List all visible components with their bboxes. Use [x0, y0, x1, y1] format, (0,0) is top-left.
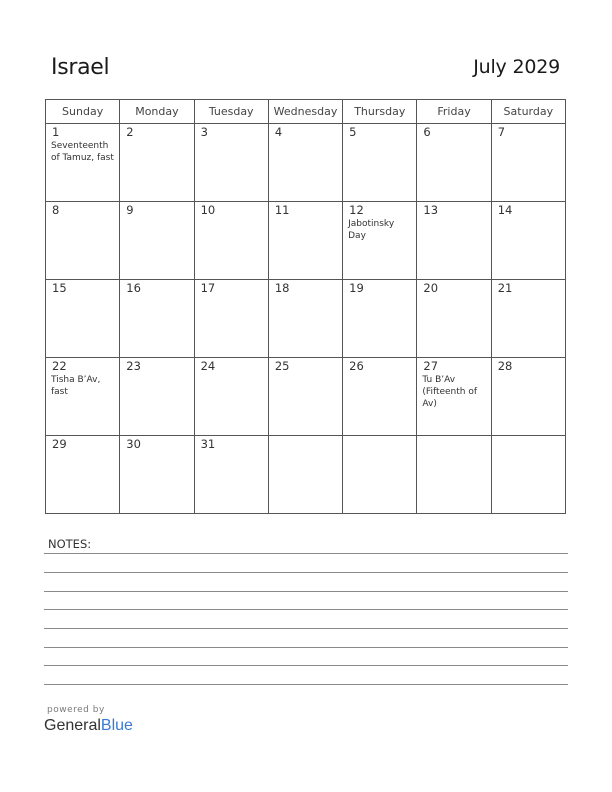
day-number: 5	[349, 125, 357, 139]
weekday-sunday: Sunday	[46, 100, 120, 124]
holiday-label	[46, 295, 119, 296]
day-cell	[120, 436, 194, 514]
week-row	[46, 202, 566, 280]
day-number: 4	[274, 125, 283, 139]
weekday-header-row	[46, 100, 566, 124]
holiday-label	[343, 438, 416, 439]
day-number: 21	[497, 281, 513, 295]
note-line	[44, 591, 568, 592]
day-number: 6	[423, 125, 431, 139]
holiday-label	[195, 373, 268, 374]
holiday-label: Tu B’Av (Fifteenth of Av)	[422, 375, 478, 409]
day-cell	[491, 358, 565, 436]
country-title: Israel	[51, 55, 110, 80]
day-number: 11	[274, 203, 290, 217]
day-number: 14	[497, 203, 513, 217]
week-row	[46, 436, 566, 514]
day-number: 27	[423, 359, 439, 373]
day-cell	[46, 202, 120, 280]
day-cell	[417, 358, 491, 436]
holiday-label	[269, 373, 342, 374]
week-row	[46, 280, 566, 358]
day-number: 19	[349, 281, 364, 295]
holiday-label	[269, 438, 342, 439]
holiday-label: Tisha B’Av, fast	[51, 375, 101, 397]
day-cell	[194, 436, 268, 514]
day-cell	[491, 280, 565, 358]
day-cell	[120, 124, 194, 202]
holiday-label	[269, 217, 342, 218]
day-cell	[491, 436, 565, 514]
holiday-label	[417, 217, 490, 218]
day-cell	[46, 436, 120, 514]
weekday-thursday: Thursday	[343, 100, 417, 124]
holiday-label	[195, 217, 268, 218]
day-cell	[343, 280, 417, 358]
holiday-label	[343, 139, 416, 140]
day-cell	[268, 436, 342, 514]
holiday-label	[417, 139, 490, 140]
day-cell	[343, 124, 417, 202]
holiday-label	[343, 295, 416, 296]
day-number: 24	[200, 359, 216, 373]
note-line	[44, 684, 568, 685]
holiday-label	[120, 451, 193, 452]
weekday-saturday: Saturday	[491, 100, 565, 124]
note-line	[44, 628, 568, 629]
day-number: 29	[52, 437, 67, 451]
holiday-label: Jabotinsky Day	[348, 219, 395, 241]
holiday-label	[492, 438, 565, 439]
day-number: 8	[52, 203, 60, 217]
day-cell	[120, 280, 194, 358]
holiday-label	[343, 373, 416, 374]
day-number: 1	[52, 125, 60, 139]
day-cell	[194, 124, 268, 202]
holiday-label	[492, 139, 565, 140]
day-number: 25	[274, 359, 290, 373]
day-cell	[268, 202, 342, 280]
day-cell	[194, 358, 268, 436]
note-line	[44, 572, 568, 573]
day-number: 9	[126, 203, 134, 217]
day-cell	[46, 124, 120, 202]
day-number: 28	[497, 359, 513, 373]
day-cell	[268, 124, 342, 202]
day-cell	[343, 436, 417, 514]
weekday-tuesday: Tuesday	[194, 100, 268, 124]
day-cell	[194, 280, 268, 358]
day-number: 22	[52, 359, 67, 373]
day-number: 16	[126, 281, 141, 295]
holiday-label	[120, 295, 193, 296]
month-year-title: July 2029	[473, 56, 560, 78]
weekday-friday: Friday	[417, 100, 491, 124]
week-row	[46, 124, 566, 202]
holiday-label	[269, 295, 342, 296]
holiday-label	[46, 451, 119, 452]
brand-general: General	[44, 717, 101, 734]
note-line	[44, 665, 568, 666]
day-cell	[417, 202, 491, 280]
holiday-label	[417, 438, 490, 439]
note-line	[44, 609, 568, 610]
day-number: 3	[200, 125, 208, 139]
holiday-label: Seventeenth of Tamuz, fast	[51, 141, 114, 163]
day-number: 23	[126, 359, 141, 373]
day-number: 12	[349, 203, 364, 217]
holiday-label	[120, 373, 193, 374]
holiday-label	[195, 451, 268, 452]
weekday-monday: Monday	[120, 100, 194, 124]
holiday-label	[417, 295, 490, 296]
day-cell	[417, 436, 491, 514]
holiday-label	[195, 139, 268, 140]
day-cell	[343, 202, 417, 280]
day-number: 13	[423, 203, 439, 217]
week-row	[46, 358, 566, 436]
day-cell	[343, 358, 417, 436]
day-number: 15	[52, 281, 67, 295]
day-cell	[120, 202, 194, 280]
day-cell	[46, 358, 120, 436]
day-cell	[417, 124, 491, 202]
generalblue-logo	[44, 717, 133, 735]
holiday-label	[46, 217, 119, 218]
holiday-label	[492, 217, 565, 218]
holiday-label	[269, 139, 342, 140]
day-number: 30	[126, 437, 141, 451]
day-number: 31	[200, 437, 216, 451]
holiday-label	[120, 139, 193, 140]
day-cell	[417, 280, 491, 358]
powered-by-text: powered by	[47, 705, 105, 715]
holiday-label	[492, 373, 565, 374]
note-line	[44, 553, 568, 554]
brand-blue: Blue	[100, 717, 133, 734]
day-cell	[194, 202, 268, 280]
day-cell	[491, 124, 565, 202]
holiday-label	[195, 295, 268, 296]
day-number: 7	[497, 125, 506, 139]
day-cell	[46, 280, 120, 358]
day-number: 18	[274, 281, 290, 295]
day-cell	[120, 358, 194, 436]
day-number: 17	[200, 281, 216, 295]
day-number: 10	[200, 203, 216, 217]
day-number: 20	[423, 281, 439, 295]
weekday-wednesday: Wednesday	[268, 100, 342, 124]
day-number: 2	[126, 125, 134, 139]
day-cell	[268, 358, 342, 436]
note-line	[44, 647, 568, 648]
holiday-label	[492, 295, 565, 296]
notes-label: NOTES:	[48, 537, 92, 551]
day-cell	[268, 280, 342, 358]
holiday-label	[120, 217, 193, 218]
day-number: 26	[349, 359, 364, 373]
calendar-grid	[45, 99, 566, 514]
day-cell	[491, 202, 565, 280]
